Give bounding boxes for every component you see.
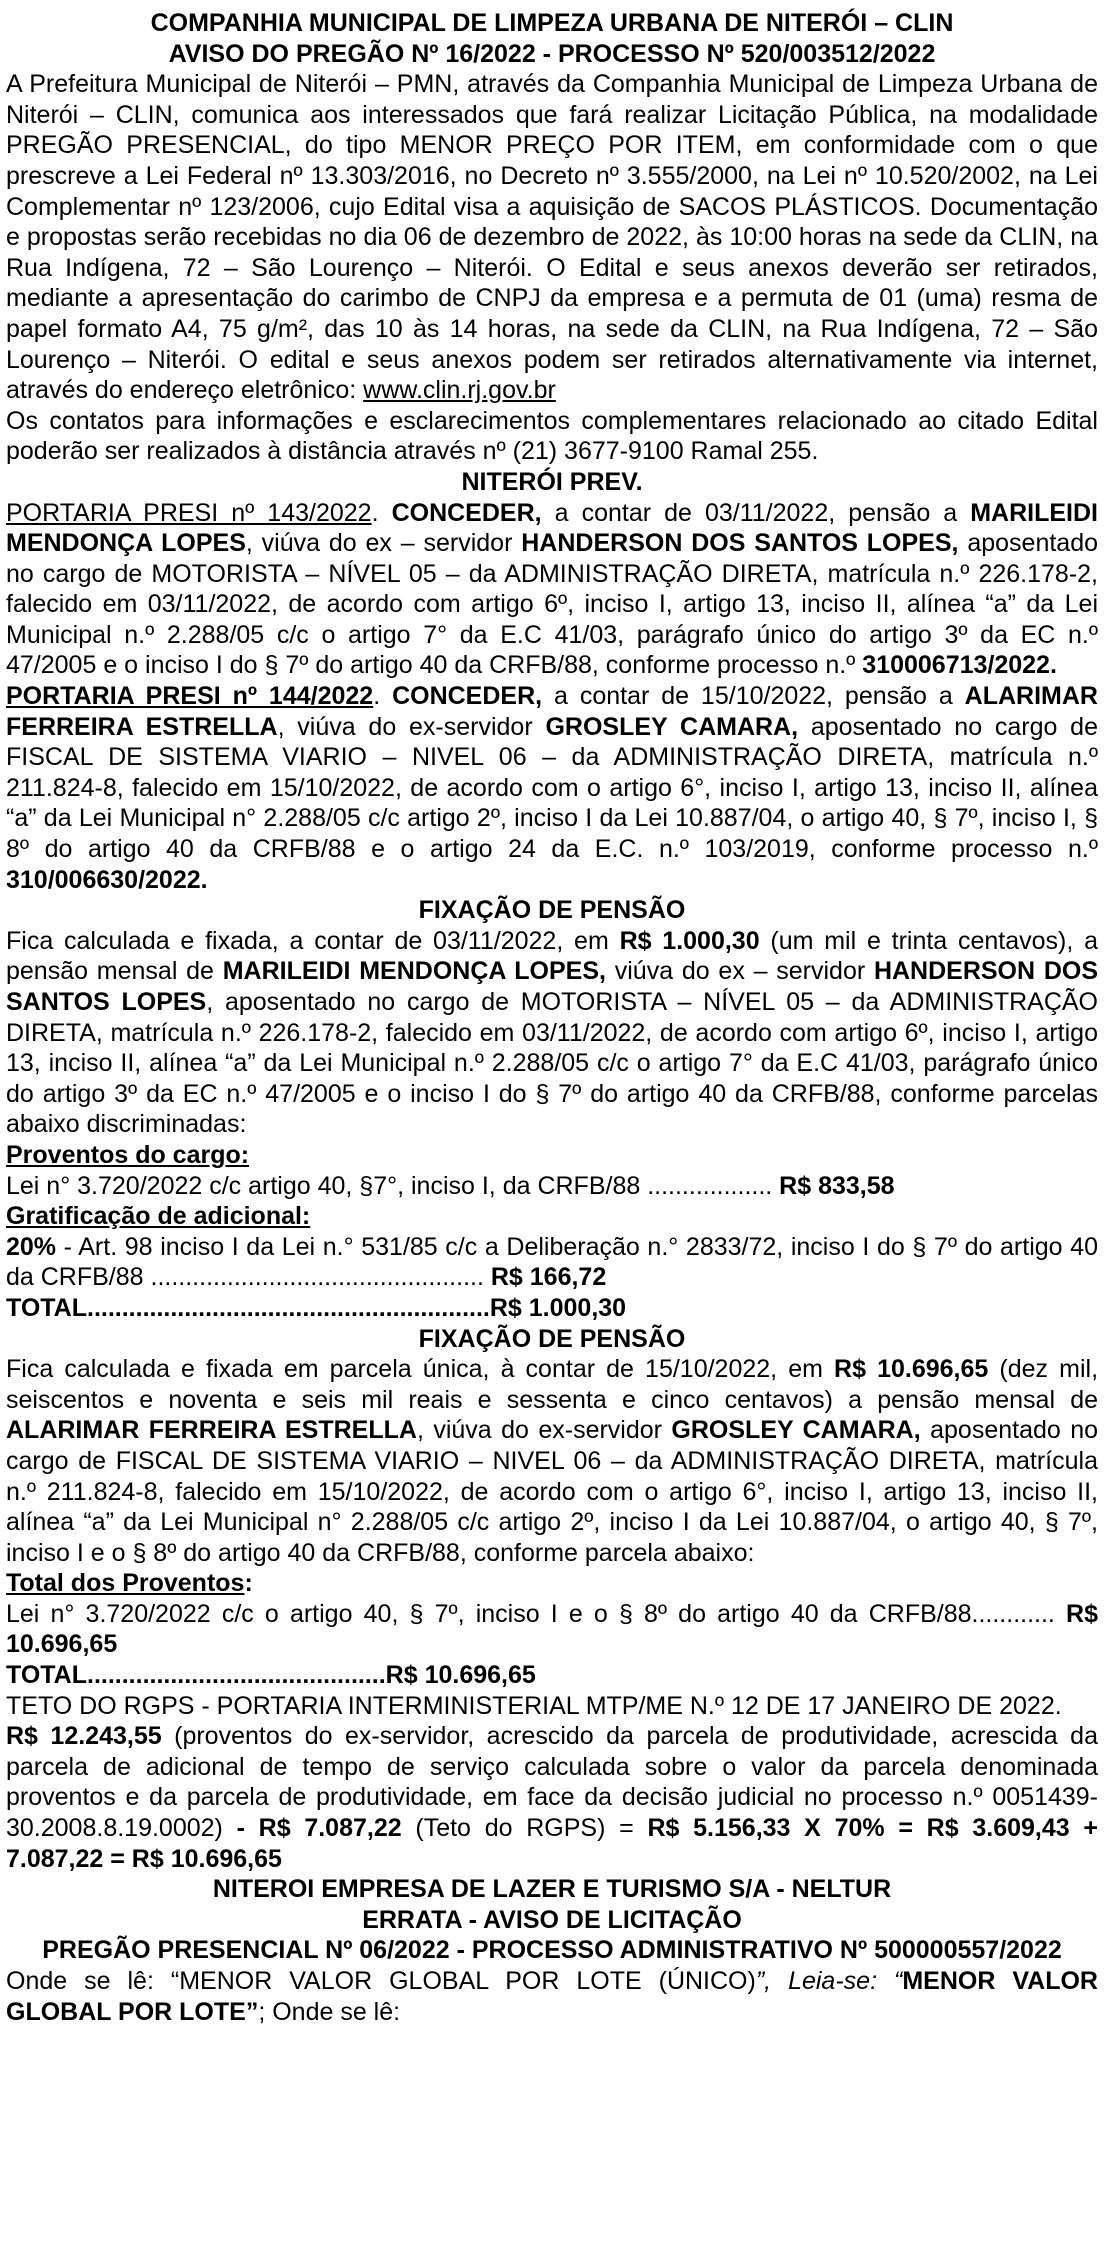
fixacao-2-text: , viúva do ex-servidor — [416, 1416, 672, 1445]
portaria-143-server: HANDERSON DOS SANTOS LOPES, — [521, 529, 959, 558]
portaria-143: PORTARIA PRESI nº 143/2022. CONCEDER, a contar de 03/11/2022, pensão a MARILEIDI MENDONÇA LOPES, viúva do ex – servidor HANDERSON DOS SANTOS LOPES, aposentado no cargo de MOTORISTA – NÍVEL 05 – da ADMINISTRAÇÃO DIRETA, matrícula n.º 226.178-2, falecido em 03/11/2022, de acordo com artigo 6º, inciso I, artigo 13, inciso II, alínea “a” da Lei Municipal n.º 2.288/05 c/c o artigo 7° da E.C 41/03, parágrafo único do artigo 3º da EC n.º 47/2005 e o inciso I do § 7º do artigo 40 da CRFB/88, conforme processo n.º 310006713/2022. — [6, 498, 1099, 680]
portaria-144-text: aposentado no cargo de FISCAL DE SISTEMA VIARIO – NIVEL 06 – da ADMINISTRAÇÃO DIRETA, matrícula n.º 211.824-8, falecido em 15/10/2022, de acordo com o artigo 6°, inciso I, artigo 13, inciso II, alínea “a” da Lei Municipal n° 2.288/05 c/c artigo 2º, inciso I da Lei 10.887/04, o artigo 40, § 7º, inciso I, § 8º do artigo 40 da CRFB/88 e o artigo 24 da E.C. n.º 103/2019, conforme processo n.º — [6, 712, 1098, 864]
clin-contacts: Os contatos para informações e esclarecimentos complementares relacionado ao citado Edital poderão ser realizados à distância através nº (21) 3677-9100 Ramal 255. — [6, 406, 1098, 466]
fixacao-1-beneficiary: MARILEIDI MENDONÇA LOPES, — [222, 957, 606, 986]
teto-rgps: TETO DO RGPS - PORTARIA INTERMINISTERIAL MTP/ME N.º 12 DE 17 JANEIRO DE 2022. — [6, 1691, 1062, 1720]
calc-text: (Teto do RGPS) = — [401, 1814, 648, 1843]
portaria-144-text: , viúva do ex-servidor — [277, 712, 546, 741]
neltur-text: ; Onde se lê: — [258, 1997, 401, 2026]
fixacao-2-title: FIXAÇÃO DE PENSÃO — [418, 1324, 686, 1353]
proventos-cargo-line — [6, 1171, 1098, 1202]
gratificacao-label: Gratificação de adicional: — [6, 1202, 311, 1231]
portaria-144-ref: PORTARIA PRESI nº 144/2022 — [6, 682, 374, 711]
fixacao-1-amount: R$ 1.000,30 — [619, 926, 760, 955]
portaria-143-text: , viúva do ex – servidor — [245, 529, 522, 558]
fixacao-1-text: , aposentado no cargo de MOTORISTA – NÍVEL 05 – da ADMINISTRAÇÃO DIRETA, matrícula n.º 226.178-2, falecido em 03/11/2022, de acordo com artigo 6º, inciso I, artigo 13, inciso II, alínea “a” da Lei Municipal n.º 2.288/05 c/c o artigo 7° da E.C 41/03, parágrafo único do artigo 3º da EC n.º 47/2005 e o inciso I do § 7º do artigo 40 da CRFB/88, conforme parcelas abaixo discriminadas: — [6, 988, 1098, 1139]
fixacao-2-body — [6, 1354, 1098, 1568]
neltur-text: Onde se lê: “MENOR VALOR GLOBAL POR LOTE (ÚNICO) — [6, 1967, 756, 1995]
neltur-correction: MENOR VALOR GLOBAL POR LOTE” — [6, 1967, 1098, 2026]
neltur-errata: ERRATA - AVISO DE LICITAÇÃO — [362, 1905, 742, 1934]
portaria-144-text: a contar de 15/10/2022, pensão a — [542, 682, 965, 711]
neltur-pregao: PREGÃO PRESENCIAL Nº 06/2022 - PROCESSO ADMINISTRATIVO Nº 500000557/2022 — [42, 1936, 1062, 1965]
portaria-143-beneficiary: MARILEIDI MENDONÇA LOPES — [6, 498, 1099, 558]
neltur-text: ”, Leia-se: “ — [755, 1967, 903, 1995]
gratificacao-percent: 20% — [6, 1232, 57, 1261]
total-proventos-line — [6, 1599, 1098, 1660]
fixacao-2-text: aposentado no cargo de FISCAL DE SISTEMA VIARIO – NIVEL 06 – da ADMINISTRAÇÃO DIRETA, matrícula n.º 211.824-8, falecido em 15/10/2022, de acordo com o artigo 6°, inciso I, artigo 13, inciso II, alínea “a” da Lei Municipal n° 2.288/05 c/c artigo 2º, inciso I da Lei 10.887/04, o artigo 40, § 7º, inciso I e o § 8º do artigo 40 da CRFB/88, conforme parcela abaixo: — [6, 1416, 1099, 1567]
fixacao-1-server: HANDERSON DOS SANTOS LOPES — [6, 957, 1098, 1016]
gratificacao-line — [6, 1232, 1098, 1293]
total-proventos-colon: : — [244, 1569, 253, 1598]
fixacao-2-server: GROSLEY CAMARA, — [671, 1416, 921, 1445]
fixacao-2-beneficiary: ALARIMAR FERREIRA ESTRELLA — [6, 1416, 417, 1445]
fixacao-2-total: TOTAL...........................................R$ 10.696,65 — [6, 1661, 536, 1690]
calculation — [6, 1721, 1098, 1874]
clin-notice — [6, 69, 1098, 406]
total-proventos-text: Lei n° 3.720/2022 c/c o artigo 40, § 7º, inciso I e o § 8º do artigo 40 da CRFB/88............ — [6, 1599, 1067, 1628]
clin-title: COMPANHIA MUNICIPAL DE LIMPEZA URBANA DE NITERÓI – CLIN — [150, 9, 954, 37]
neltur-body — [6, 1966, 1098, 2027]
clin-body-text: A Prefeitura Municipal de Niterói – PMN, através da Companhia Municipal de Limpeza Urbana de Niterói – CLIN, comunica aos interessados que fará realizar Licitação Pública, na modalidade PREGÃO PRESENCIAL, do tipo MENOR PREÇO POR ITEM, em conformidade com o que prescreve a Lei Federal nº 13.303/2016, no Decreto nº 3.555/2000, na Lei nº 10.520/2002, na Lei Complementar nº 123/2006, cujo Edital visa a aquisição de SACOS PLÁSTICOS. Documentação e propostas serão recebidas no dia 06 de dezembro de 2022, às 10:00 horas na sede da CLIN, na Rua Indígena, 72 – São Lourenço – Niterói. O Edital e seus anexos deverão ser retirados, mediante a apresentação do carimbo de CNPJ da empresa e a permuta de 01 (uma) resma de papel formato A4, 75 g/m², das 10 às 14 horas, na sede da CLIN, na Rua Indígena, 72 – São Lourenço – Niterói. O edital e seus anexos podem ser retirados alternativamente via internet, através do endereço eletrônico: — [6, 70, 1098, 405]
fixacao-1-text: (um mil e trinta centavos), a pensão mensal de — [6, 926, 1098, 986]
total-proventos-value: R$ 10.696,65 — [6, 1599, 1098, 1659]
portaria-143-verb: CONCEDER, — [391, 498, 542, 527]
calc-result: R$ 5.156,33 X 70% = R$ 3.609,43 + 7.087,22 = R$ 10.696,65 — [6, 1814, 1098, 1873]
total-proventos-label: Total dos Proventos — [6, 1569, 245, 1598]
fixacao-2-text: Fica calculada e fixada em parcela única, à contar de 15/10/2022, em — [6, 1355, 835, 1384]
portaria-144-verb: CONCEDER, — [392, 682, 543, 711]
proventos-cargo-text: Lei n° 3.720/2022 c/c artigo 40, §7°, inciso I, da CRFB/88 .................. — [6, 1171, 780, 1200]
portaria-143-text: a contar de 03/11/2022, pensão a — [541, 498, 971, 527]
fixacao-1-body — [6, 926, 1098, 1140]
fixacao-2-text: (dez mil, seiscentos e noventa e seis mil reais e sessenta e cinco centavos) a pensão mensal de — [6, 1355, 1099, 1414]
portaria-144-process: 310/006630/2022. — [6, 865, 208, 894]
fixacao-1-text: viúva do ex – servidor — [605, 957, 874, 986]
proventos-cargo-label: Proventos do cargo: — [6, 1140, 250, 1169]
gratificacao-value: R$ 166,72 — [490, 1263, 607, 1292]
portaria-144: PORTARIA PRESI nº 144/2022. CONCEDER, a contar de 15/10/2022, pensão a ALARIMAR FERREIRA ESTRELLA, viúva do ex-servidor GROSLEY CAMARA, aposentado no cargo de FISCAL DE SISTEMA VIARIO – NIVEL 06 – da ADMINISTRAÇÃO DIRETA, matrícula n.º 211.824-8, falecido em 15/10/2022, de acordo com o artigo 6°, inciso I, artigo 13, inciso II, alínea “a” da Lei Municipal n° 2.288/05 c/c artigo 2º, inciso I da Lei 10.887/04, o artigo 40, § 7º, inciso I, § 8º do artigo 40 da CRFB/88 e o artigo 24 da E.C. n.º 103/2019, conforme processo n.º 310/006630/2022. — [6, 682, 1098, 894]
portaria-143-text: aposentado no cargo de MOTORISTA – NÍVEL 05 – da ADMINISTRAÇÃO DIRETA, matrícula n.º 226.178-2, falecido em 03/11/2022, de acordo com artigo 6º, inciso I, artigo 13, inciso II, alínea “a” da Lei Municipal n.º 2.288/05 c/c o artigo 7° da E.C 41/03, parágrafo único do artigo 3º da EC n.º 47/2005 e o inciso I do § 7º do artigo 40 da CRFB/88, conforme processo n.º — [6, 529, 1098, 680]
fixacao-2-amount: R$ 10.696,65 — [834, 1355, 989, 1384]
clin-website-link[interactable]: www.clin.rj.gov.br — [363, 376, 556, 405]
fixacao-1-title: FIXAÇÃO DE PENSÃO — [418, 896, 686, 925]
portaria-144-server: GROSLEY CAMARA, — [545, 712, 799, 741]
calc-base-value: R$ 12.243,55 — [6, 1722, 162, 1751]
fixacao-1-text: Fica calculada e fixada, a contar de 03/11/2022, em — [6, 926, 620, 955]
proventos-cargo-value: R$ 833,58 — [779, 1171, 895, 1200]
portaria-143-ref: PORTARIA PRESI nº 143/2022 — [6, 498, 372, 527]
portaria-143-process: 310006713/2022. — [862, 651, 1057, 680]
calc-text: (proventos do ex-servidor, acrescido da parcela de produtividade, acrescida da parcela de adicional de tempo de serviço calculada sobre o valor da parcela denominada proventos e da parcela de produtividade, em face da decisão judicial no processo n.º 0051439-30.2008.8.19.0002) — [6, 1722, 1098, 1843]
calc-teto-value: - R$ 7.087,22 — [236, 1814, 402, 1843]
clin-subtitle: AVISO DO PREGÃO Nº 16/2022 - PROCESSO Nº 520/003512/2022 — [168, 39, 936, 68]
portaria-144-beneficiary: ALARIMAR FERREIRA ESTRELLA — [6, 682, 1098, 741]
neltur-title: NITEROI EMPRESA DE LAZER E TURISMO S/A - NELTUR — [212, 1875, 892, 1904]
fixacao-1-total: TOTAL..........................................................R$ 1.000,30 — [6, 1293, 627, 1322]
gratificacao-text: - Art. 98 inciso I da Lei n.° 531/85 c/c a Deliberação n.° 2833/72, inciso I do § 7º do artigo 40 da CRFB/88 ................................................ — [6, 1232, 1098, 1292]
prev-title: NITERÓI PREV. — [461, 467, 643, 496]
